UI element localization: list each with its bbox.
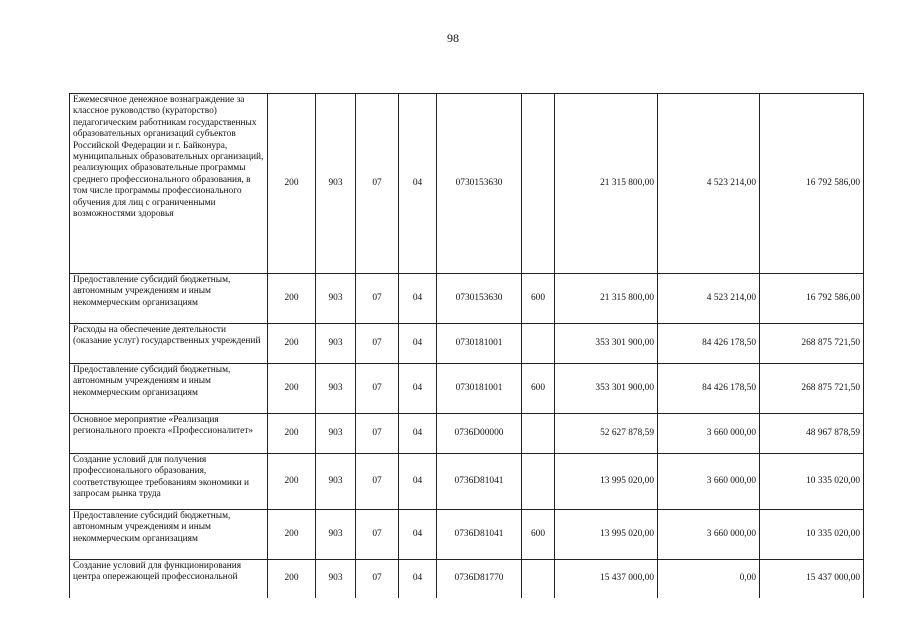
code-cell: 04 [399, 560, 437, 598]
amount-cell: 16 792 586,00 [760, 274, 864, 324]
expense-type-cell [522, 560, 555, 598]
amount-cell: 10 335 020,00 [760, 510, 864, 560]
code-cell: 903 [316, 510, 356, 560]
amount-cell: 3 660 000,00 [658, 510, 760, 560]
expense-type-cell: 600 [522, 274, 555, 324]
expense-item-name: Предоставление субсидий бюджетным, автономным учреждениям и иным некоммерческим организациям [70, 364, 268, 414]
budget-table [69, 93, 864, 598]
table-row [70, 414, 864, 454]
code-cell: 07 [356, 324, 399, 364]
expense-item-name: Создание условий для функционирования центра опережающей профессиональной [70, 560, 268, 598]
code-cell: 903 [316, 414, 356, 454]
amount-cell: 4 523 214,00 [658, 94, 760, 274]
code-cell: 07 [356, 274, 399, 324]
amount-cell: 3 660 000,00 [658, 454, 760, 510]
amount-cell: 16 792 586,00 [760, 94, 864, 274]
code-cell: 903 [316, 454, 356, 510]
target-article-cell: 0736D81770 [437, 560, 522, 598]
code-cell: 903 [316, 94, 356, 274]
expense-item-name: Предоставление субсидий бюджетным, автономным учреждениям и иным некоммерческим организациям [70, 274, 268, 324]
table-row [70, 510, 864, 560]
amount-cell: 10 335 020,00 [760, 454, 864, 510]
amount-cell: 21 315 800,00 [555, 94, 658, 274]
code-cell: 200 [268, 510, 316, 560]
target-article-cell: 0730181001 [437, 364, 522, 414]
target-article-cell: 0736D81041 [437, 454, 522, 510]
table-row [70, 364, 864, 414]
code-cell: 200 [268, 560, 316, 598]
amount-cell: 3 660 000,00 [658, 414, 760, 454]
code-cell: 07 [356, 454, 399, 510]
amount-cell: 48 967 878,59 [760, 414, 864, 454]
expense-item-name: Ежемесячное денежное вознаграждение за классное руководство (кураторство) педагогическим работникам государственных образовательных организаций субъектов Российской Федерации и г. Байконура, муниципальных образовательных организаций, реализующих образовательные программы среднего профессионального образования, в том числе программы профессионального обучения для лиц с ограниченными возможностями здоровья [70, 94, 268, 274]
amount-cell: 21 315 800,00 [555, 274, 658, 324]
target-article-cell: 0730153630 [437, 94, 522, 274]
page-number: 98 [447, 31, 459, 45]
code-cell: 04 [399, 274, 437, 324]
table-row [70, 560, 864, 598]
table-row [70, 454, 864, 510]
amount-cell: 268 875 721,50 [760, 324, 864, 364]
target-article-cell: 0736D00000 [437, 414, 522, 454]
amount-cell: 84 426 178,50 [658, 364, 760, 414]
code-cell: 200 [268, 324, 316, 364]
expense-item-name: Основное мероприятие «Реализация регионального проекта «Профессионалитет» [70, 414, 268, 454]
code-cell: 04 [399, 324, 437, 364]
code-cell: 200 [268, 94, 316, 274]
code-cell: 200 [268, 364, 316, 414]
table-row [70, 94, 864, 274]
expense-type-cell: 600 [522, 364, 555, 414]
code-cell: 07 [356, 94, 399, 274]
amount-cell: 353 301 900,00 [555, 324, 658, 364]
target-article-cell: 0730153630 [437, 274, 522, 324]
table-row [70, 274, 864, 324]
code-cell: 04 [399, 510, 437, 560]
amount-cell: 52 627 878,59 [555, 414, 658, 454]
code-cell: 04 [399, 414, 437, 454]
expense-type-cell [522, 324, 555, 364]
amount-cell: 84 426 178,50 [658, 324, 760, 364]
code-cell: 07 [356, 510, 399, 560]
code-cell: 04 [399, 94, 437, 274]
code-cell: 07 [356, 364, 399, 414]
amount-cell: 13 995 020,00 [555, 454, 658, 510]
expense-item-name: Предоставление субсидий бюджетным, автономным учреждениям и иным некоммерческим организациям [70, 510, 268, 560]
code-cell: 200 [268, 274, 316, 324]
code-cell: 903 [316, 560, 356, 598]
amount-cell: 268 875 721,50 [760, 364, 864, 414]
code-cell: 07 [356, 560, 399, 598]
code-cell: 04 [399, 364, 437, 414]
expense-type-cell [522, 414, 555, 454]
amount-cell: 15 437 000,00 [555, 560, 658, 598]
code-cell: 200 [268, 454, 316, 510]
table-row [70, 324, 864, 364]
amount-cell: 13 995 020,00 [555, 510, 658, 560]
code-cell: 903 [316, 364, 356, 414]
amount-cell: 15 437 000,00 [760, 560, 864, 598]
code-cell: 903 [316, 324, 356, 364]
expense-type-cell [522, 94, 555, 274]
expense-item-name: Расходы на обеспечение деятельности (оказание услуг) государственных учреждений [70, 324, 268, 364]
code-cell: 04 [399, 454, 437, 510]
target-article-cell: 0730181001 [437, 324, 522, 364]
amount-cell: 0,00 [658, 560, 760, 598]
expense-type-cell: 600 [522, 510, 555, 560]
amount-cell: 4 523 214,00 [658, 274, 760, 324]
expense-type-cell [522, 454, 555, 510]
code-cell: 07 [356, 414, 399, 454]
expense-item-name: Создание условий для получения профессионального образования, соответствующее требованиям экономики и запросам рынка труда [70, 454, 268, 510]
amount-cell: 353 301 900,00 [555, 364, 658, 414]
code-cell: 903 [316, 274, 356, 324]
code-cell: 200 [268, 414, 316, 454]
target-article-cell: 0736D81041 [437, 510, 522, 560]
